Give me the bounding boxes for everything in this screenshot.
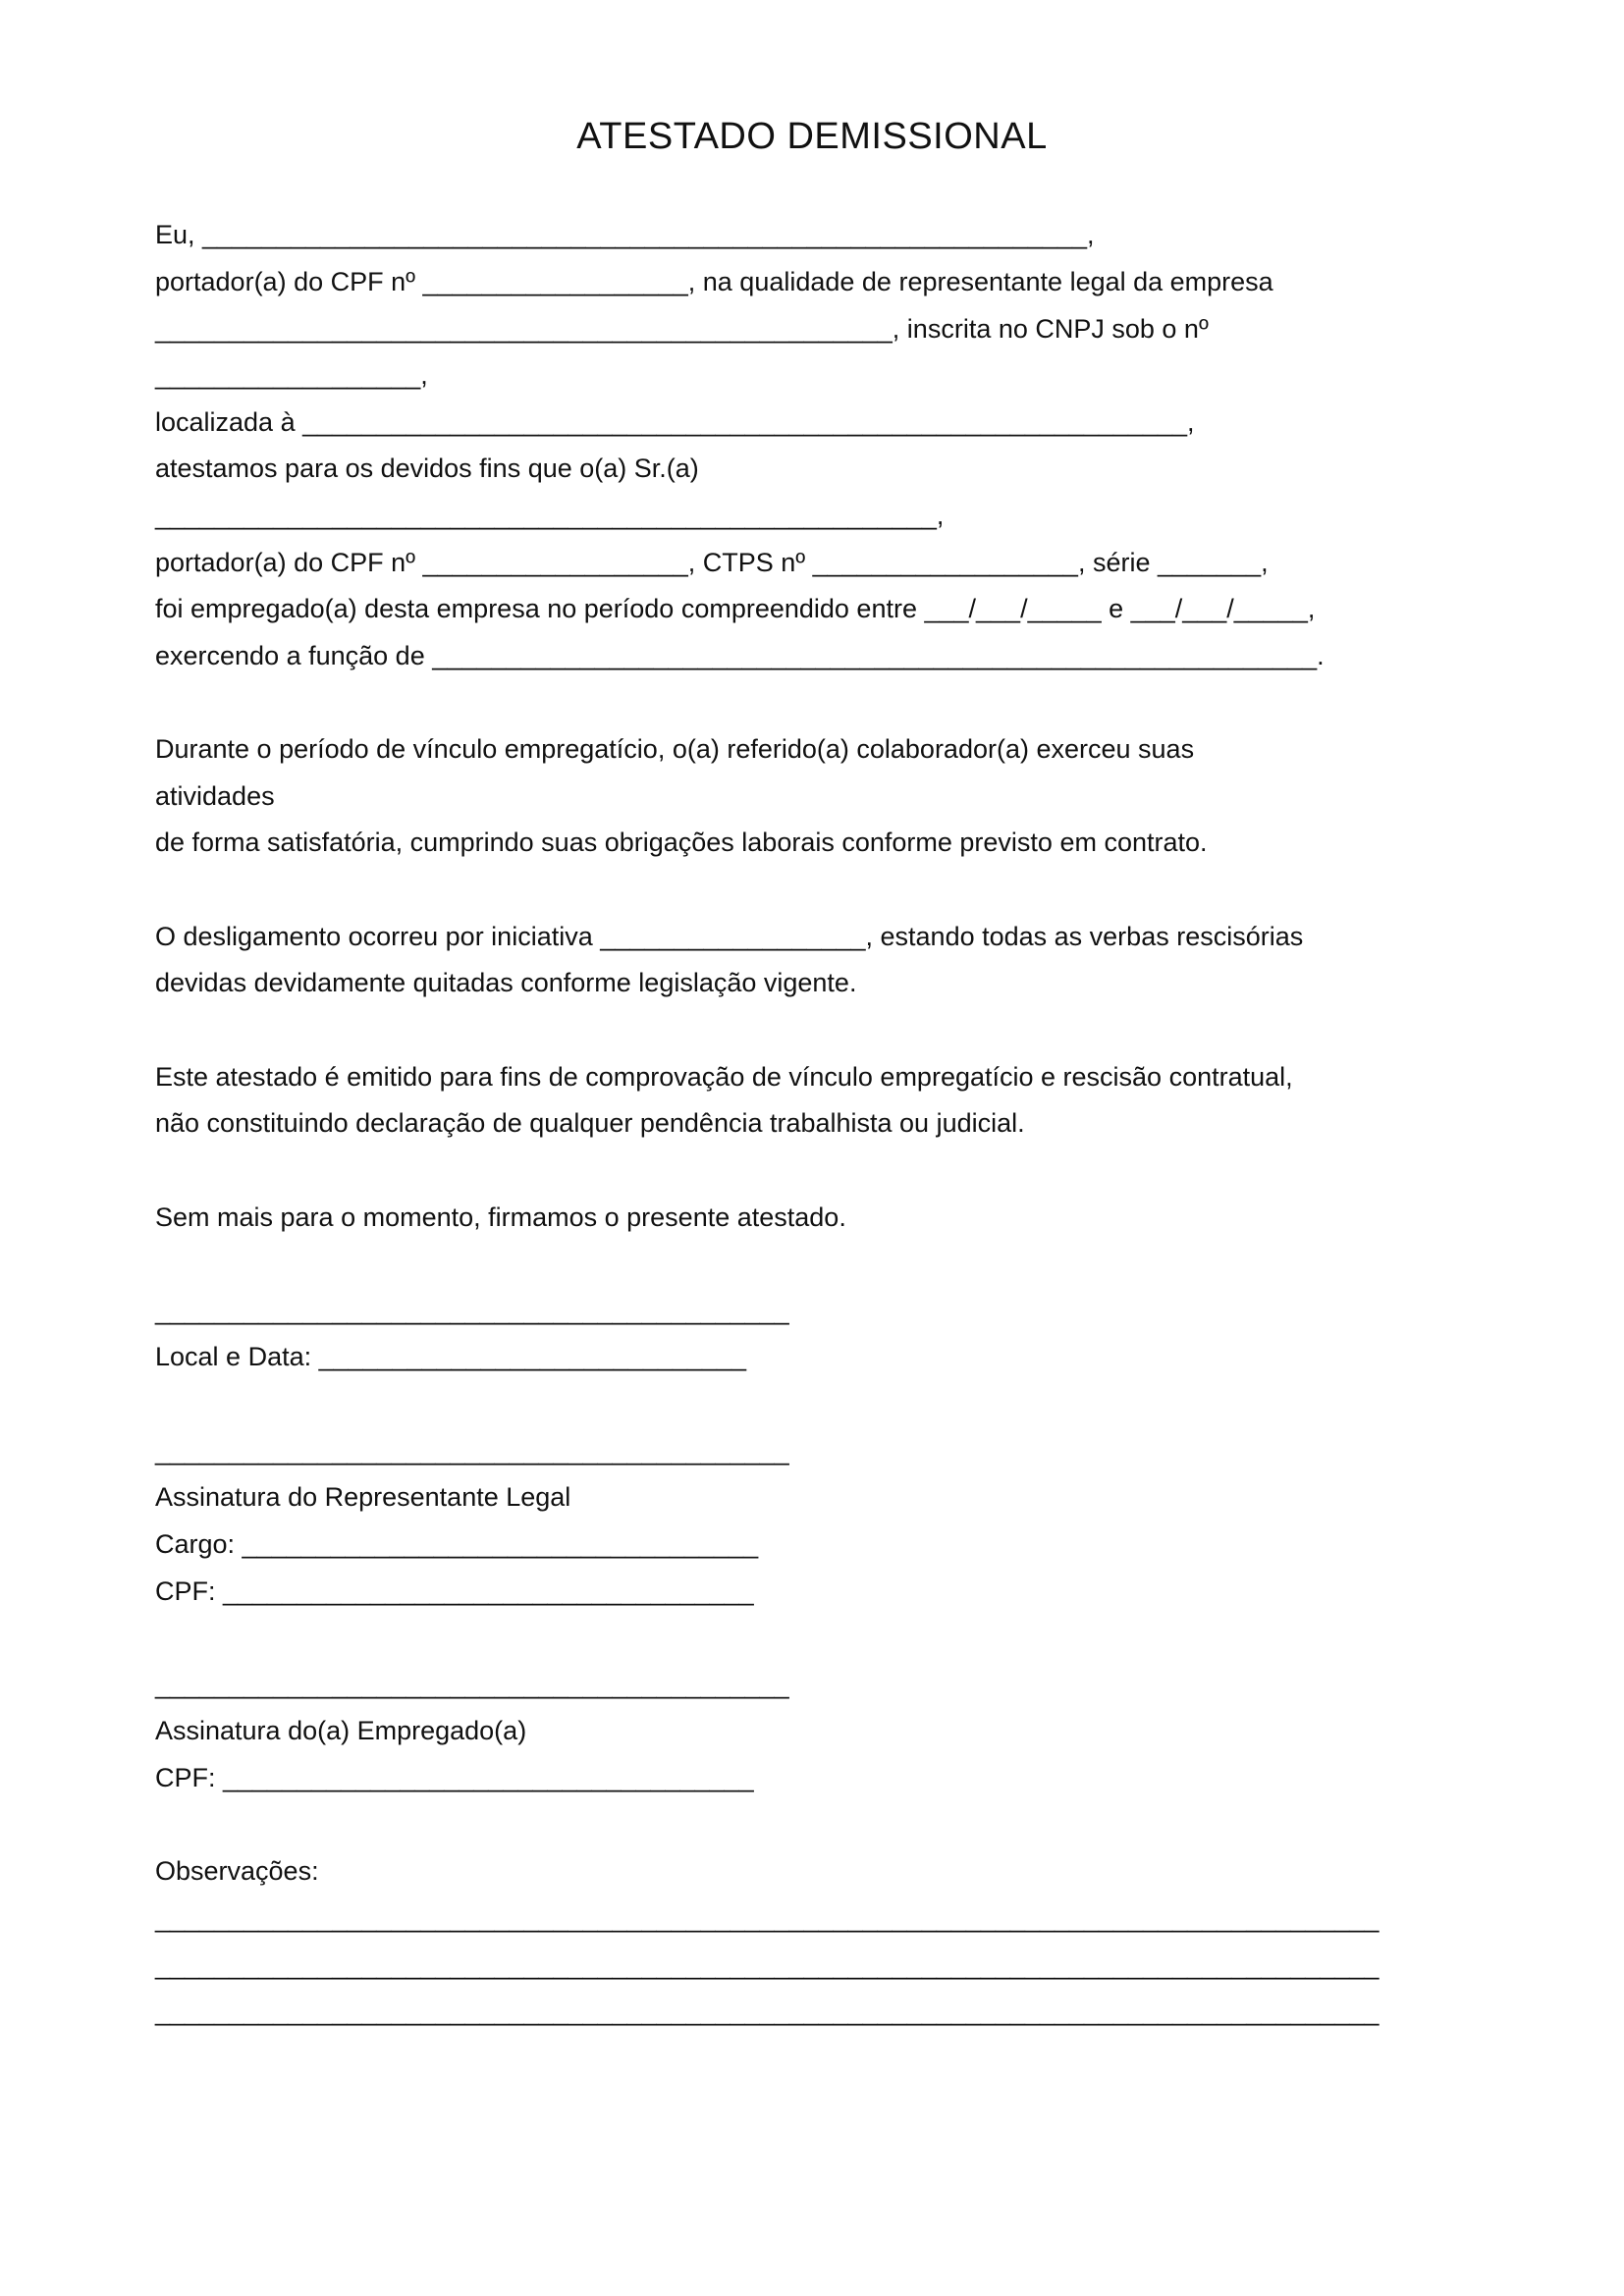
local-data-label: Local e Data: _____________________________ (155, 1342, 747, 1371)
intro-line-8: portador(a) do CPF nº __________________, CTPS nº __________________, série _______, (155, 548, 1269, 577)
intro-line-1: Eu, ____________________________________________________________, (155, 220, 1095, 249)
paragraph-finalidade-line-2: não constituindo declaração de qualquer pendência trabalhista ou judicial. (155, 1108, 1025, 1138)
paragraph-vinculo-line-1: Durante o período de vínculo empregatício, o(a) referido(a) colaborador(a) exerceu suas (155, 734, 1195, 764)
intro-line-4: __________________, (155, 360, 428, 390)
intro-line-6: atestamos para os devidos fins que o(a) Sr.(a) (155, 454, 699, 483)
observacoes-line-2: ___________________________________________________________________________________ (155, 1950, 1380, 1980)
paragraph-finalidade-line-1: Este atestado é emitido para fins de comprovação de vínculo empregatício e rescisão contratual, (155, 1062, 1293, 1092)
intro-line-3: __________________________________________________, inscrita no CNPJ sob o nº (155, 314, 1209, 344)
local-data-rule: ___________________________________________ (155, 1296, 789, 1325)
intro-line-7: _____________________________________________________, (155, 501, 945, 530)
signature-representante-cargo: Cargo: ___________________________________ (155, 1529, 759, 1559)
observacoes-line-1: ___________________________________________________________________________________ (155, 1903, 1380, 1933)
signature-representante-cpf: CPF: ____________________________________ (155, 1576, 754, 1606)
document-title: ATESTADO DEMISSIONAL (576, 116, 1048, 157)
intro-line-2: portador(a) do CPF nº __________________, na qualidade de representante legal da empresa (155, 267, 1273, 296)
intro-line-5: localizada à ____________________________________________________________, (155, 407, 1195, 437)
paragraph-vinculo-line-2: atividades (155, 781, 275, 811)
signature-representante-rule: ___________________________________________ (155, 1436, 789, 1466)
paragraph-vinculo-line-3: de forma satisfatória, cumprindo suas obrigações laborais conforme previsto em contrato. (155, 828, 1208, 857)
intro-line-10: exercendo a função de ____________________________________________________________. (155, 641, 1325, 670)
signature-representante-label: Assinatura do Representante Legal (155, 1482, 571, 1512)
observacoes-line-3: ___________________________________________________________________________________ (155, 1997, 1380, 2026)
intro-line-9: foi empregado(a) desta empresa no período compreendido entre ___/___/_____ e ___/___/_____, (155, 594, 1316, 623)
signature-empregado-rule: ___________________________________________ (155, 1670, 789, 1699)
signature-empregado-label: Assinatura do(a) Empregado(a) (155, 1716, 527, 1745)
paragraph-desligamento-line-2: devidas devidamente quitadas conforme legislação vigente. (155, 968, 857, 997)
closing-text: Sem mais para o momento, firmamos o presente atestado. (155, 1202, 846, 1232)
paragraph-desligamento-line-1: O desligamento ocorreu por iniciativa __________________, estando todas as verbas rescisórias (155, 922, 1304, 951)
observacoes-label: Observações: (155, 1856, 319, 1886)
signature-empregado-cpf: CPF: ____________________________________ (155, 1763, 754, 1792)
